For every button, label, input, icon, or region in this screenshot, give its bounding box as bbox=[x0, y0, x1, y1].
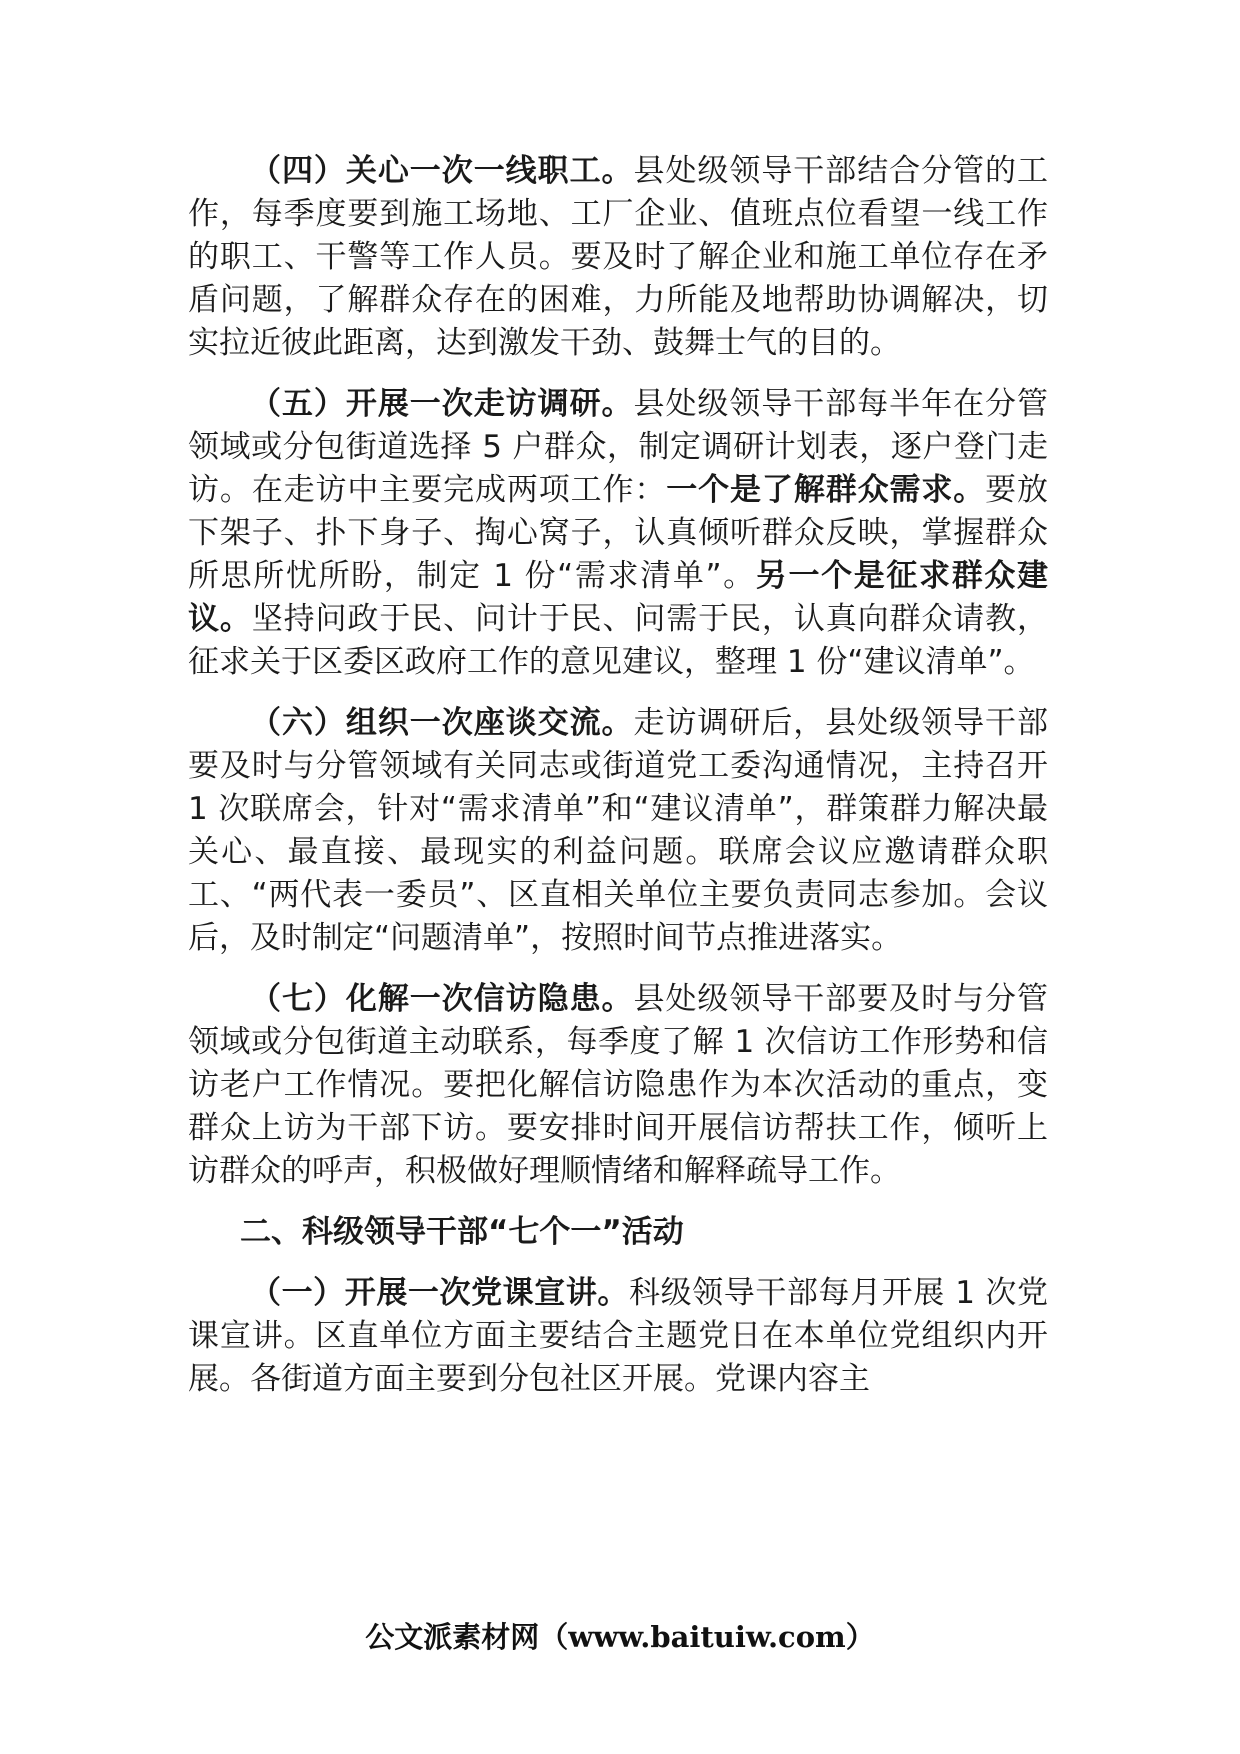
paragraph-five-bold-1: 一个是了解群众需求。 bbox=[666, 472, 986, 508]
footer-watermark: 公文派素材网（www.baituiw.com） bbox=[365, 1620, 875, 1654]
paragraph-six-lead: （六）组织一次座谈交流。 bbox=[250, 705, 634, 741]
document-body bbox=[188, 150, 1048, 1419]
paragraph-six-text: 走访调研后，县处级领导干部要及时与分管领域有关同志或街道党工委沟通情况，主持召开 1 次联席会，针对“需求清单”和“建议清单”，群策群力解决最关心、最直接、最现实的利益问题。联席会议应邀请群众职工、“两代表一委员”、区直相关单位主要负责同志参加。会议后，及时制定“问题清单”，按照时间节点推进落实。 bbox=[188, 705, 1048, 956]
paragraph-five-lead: （五）开展一次走访调研。 bbox=[250, 386, 634, 422]
paragraph-section2-one bbox=[188, 1272, 1048, 1401]
section-heading: 二、科级领导干部“七个一”活动 bbox=[240, 1214, 684, 1250]
paragraph-five-text-1: 县处级领导干部每半年在分管领域或分包街道选择 5 户群众，制定调研计划表，逐户登门走访。在走访中主要完成两项工作： bbox=[188, 386, 1048, 508]
paragraph-seven-lead: （七）化解一次信访隐患。 bbox=[250, 981, 634, 1017]
paragraph-seven-text: 县处级领导干部要及时与分管领域或分包街道主动联系，每季度了解 1 次信访工作形势和信访老户工作情况。要把化解信访隐患作为本次活动的重点，变群众上访为干部下访。要安排时间开展信访帮扶工作，倾听上访群众的呼声，积极做好理顺情绪和解释疏导工作。 bbox=[188, 981, 1048, 1189]
paragraph-four-text: 县处级领导干部结合分管的工作，每季度要到施工场地、工厂企业、值班点位看望一线工作的职工、干警等工作人员。要及时了解企业和施工单位存在矛盾问题，了解群众存在的困难，力所能及地帮助协调解决，切实拉近彼此距离，达到激发干劲、鼓舞士气的目的。 bbox=[188, 153, 1048, 361]
paragraph-five bbox=[188, 383, 1048, 684]
paragraph-four bbox=[188, 150, 1048, 365]
paragraph-section2-one-text: 科级领导干部每月开展 1 次党课宣讲。区直单位方面主要结合主题党日在本单位党组织内开展。各街道方面主要到分包社区开展。党课内容主 bbox=[188, 1275, 1049, 1397]
paragraph-four-lead: （四）关心一次一线职工。 bbox=[250, 153, 634, 189]
paragraph-five-text-2: 要放下架子、扑下身子、掏心窝子，认真倾听群众反映，掌握群众所思所忧所盼，制定 1 份“需求清单”。 bbox=[188, 472, 1049, 594]
paragraph-section2-one-lead: （一）开展一次党课宣讲。 bbox=[250, 1275, 629, 1311]
paragraph-five-bold-2: 另一个是征求群众建议。 bbox=[188, 558, 1048, 637]
paragraph-five-text-3: 坚持问政于民、问计于民、问需于民，认真向群众请教，征求关于区委区政府工作的意见建议，整理 1 份“建议清单”。 bbox=[188, 601, 1049, 680]
paragraph-seven bbox=[188, 978, 1048, 1193]
paragraph-six bbox=[188, 702, 1048, 960]
